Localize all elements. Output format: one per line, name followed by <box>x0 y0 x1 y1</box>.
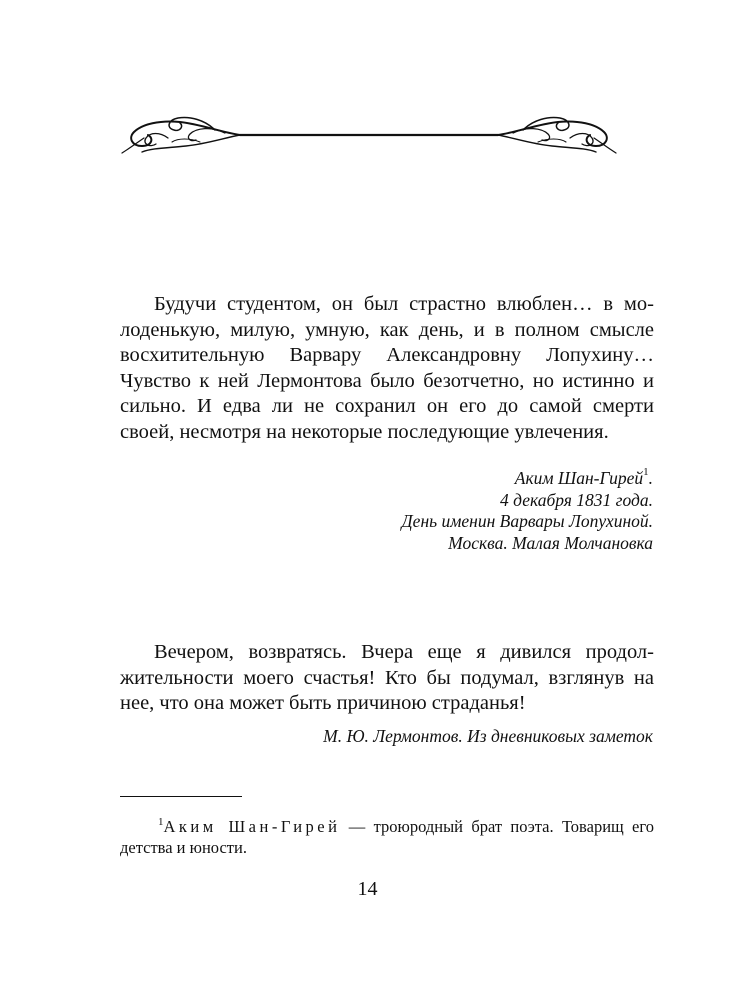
decorative-flourish-ornament <box>120 108 618 158</box>
footnote-text <box>120 816 654 858</box>
attribution-date: 4 декабря 1831 года. <box>500 489 653 510</box>
attribution-place: Москва. Малая Молчановка <box>448 532 653 553</box>
footnote-reference-mark[interactable]: 1 <box>643 466 649 479</box>
quote-paragraph-1: Будучи студентом, он был страстно влюблен… в молоденькую, милую, умную, как день, и в полном смысле восхитительную Варвару Александровну Лопухину… Чувство к ней Лермонтова было безотчетно, но истинно и сильно. И едва ли не сохранил он его до самой смерти своей, несмотря на некоторые последующие увлечения. <box>120 293 654 443</box>
quote-block-2 <box>120 640 654 717</box>
footnote-divider <box>120 796 242 797</box>
footnote-name: Аким Шан-Гирей <box>163 817 341 836</box>
attribution-author: Аким Шан-Гирей <box>514 468 644 488</box>
footnote-body: — троюродный брат поэта. Товарищ его детства и юности. <box>120 817 654 857</box>
attribution-source: М. Ю. Лермонтов. Из дневниковых заметок <box>323 726 653 746</box>
attribution-occasion: День именин Варвары Лопухиной. <box>401 511 653 531</box>
quote-1-attribution <box>402 468 653 554</box>
quote-2-attribution <box>323 726 653 748</box>
attribution-period: . <box>648 468 653 488</box>
footnote-mark: 1 <box>158 815 164 828</box>
attribution-author-line <box>402 468 653 490</box>
quote-block-1 <box>120 292 654 445</box>
quote-paragraph-2: Вечером, возвратясь. Вчера еще я дивился продолжительности моего счастья! Кто бы подумал, взглянув на нее, что она может быть причиною страданья! <box>120 641 654 714</box>
page-number: 14 <box>357 878 378 900</box>
